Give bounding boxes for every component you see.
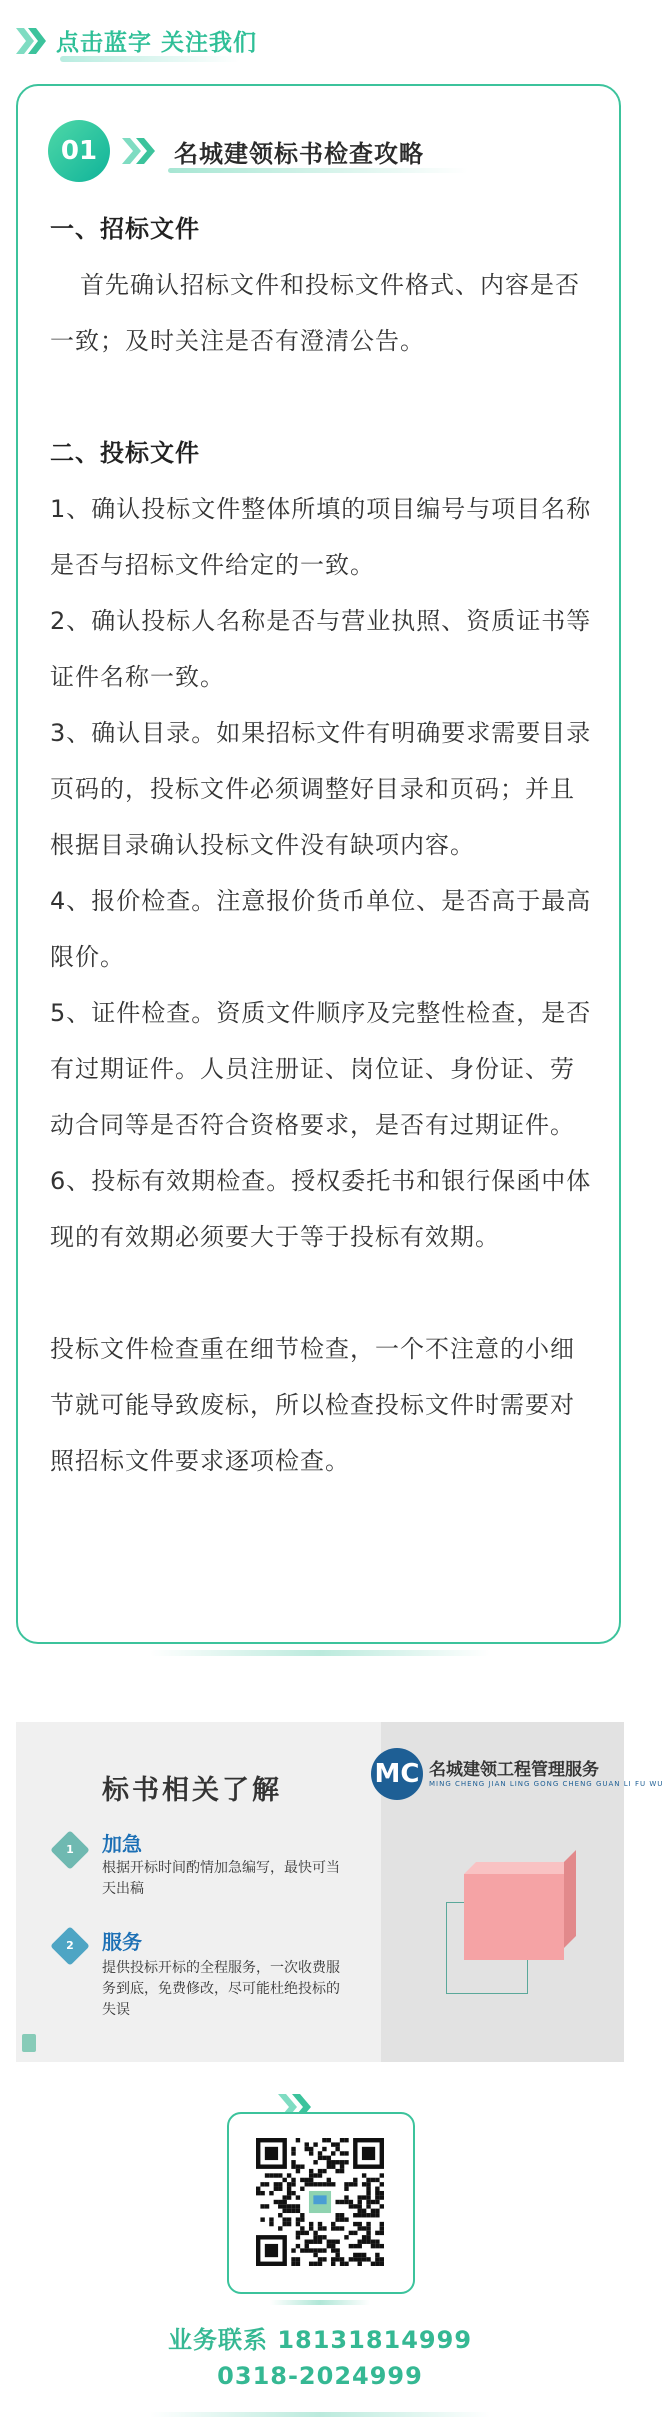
company-name: 名城建领工程管理服务 xyxy=(429,1760,599,1780)
paragraph: 5、证件检查。资质文件顺序及完整性检查，是否有过期证件。人员注册证、岗位证、身份证、劳动合同等是否符合资格要求，是否有过期证件。 xyxy=(50,999,592,1139)
item-1-diamond-icon: 1 xyxy=(50,1830,90,1870)
paragraph: 2、确认投标人名称是否与营业执照、资质证书等证件名称一致。 xyxy=(50,607,592,691)
qr-shadow xyxy=(270,2300,370,2305)
header-underline xyxy=(60,56,240,62)
blank-line xyxy=(50,369,595,425)
qr-code-icon[interactable] xyxy=(255,2138,385,2266)
qr-frame xyxy=(227,2112,415,2294)
double-chevron-right-icon xyxy=(16,26,36,54)
item-1-desc: 根据开标时间酌情加急编写，最快可当天出稿 xyxy=(102,1860,340,1897)
section-number-badge: 01 xyxy=(48,120,110,182)
cube-top-decoration xyxy=(464,1862,576,1874)
content-card xyxy=(16,84,621,1644)
bottom-divider xyxy=(150,2412,490,2417)
company-logo-icon: MC xyxy=(371,1748,423,1800)
section-title: 名城建领标书检查攻略 xyxy=(174,140,424,168)
cube-side-decoration xyxy=(564,1850,576,1948)
contact-landline: 0318-2024999 xyxy=(217,2362,423,2390)
paragraph: 首先确认招标文件和投标文件格式、内容是否一致；及时关注是否有澄清公告。 xyxy=(50,271,580,355)
paragraph: 6、投标有效期检查。授权委托书和银行保函中体现的有效期必须要大于等于投标有效期。 xyxy=(50,1167,592,1251)
paragraph: 1、确认投标文件整体所填的项目编号与项目名称是否与招标文件给定的一致。 xyxy=(50,495,592,579)
cube-front-decoration xyxy=(464,1874,564,1960)
item-2-title: 服务 xyxy=(102,1930,142,1954)
company-pinyin: MING CHENG JIAN LING GONG CHENG GUAN LI FU WU xyxy=(429,1780,663,1788)
item-1-title: 加急 xyxy=(102,1832,142,1856)
paragraph: 4、报价检查。注意报价货币单位、是否高于最高限价。 xyxy=(50,887,592,971)
card-shadow xyxy=(150,1650,490,1656)
blank-line xyxy=(50,1265,595,1321)
promo-title: 标书相关了解 xyxy=(102,1775,282,1806)
follow-us-title: 点击蓝字 关注我们 xyxy=(56,29,258,56)
corner-decoration xyxy=(22,2034,36,2052)
promo-banner xyxy=(16,1722,663,2062)
item-2-diamond-icon: 2 xyxy=(50,1926,90,1966)
article-body xyxy=(50,201,595,1489)
contact-phone: 业务联系 18131814999 xyxy=(167,2326,473,2354)
item-2-desc: 提供投标开标的全程服务，一次收费服务到底，免费修改，尽可能杜绝投标的失误 xyxy=(102,1960,340,2018)
section-heading: 一、招标文件 xyxy=(50,215,200,243)
paragraph: 投标文件检查重在细节检查，一个不注意的小细节就可能导致废标，所以检查投标文件时需要对照招标文件要求逐项检查。 xyxy=(50,1335,575,1475)
section-chevron-icon xyxy=(122,136,162,170)
section-heading: 二、投标文件 xyxy=(50,439,200,467)
paragraph: 3、确认目录。如果招标文件有明确要求需要目录页码的，投标文件必须调整好目录和页码；并且根据目录确认投标文件没有缺项内容。 xyxy=(50,719,592,859)
